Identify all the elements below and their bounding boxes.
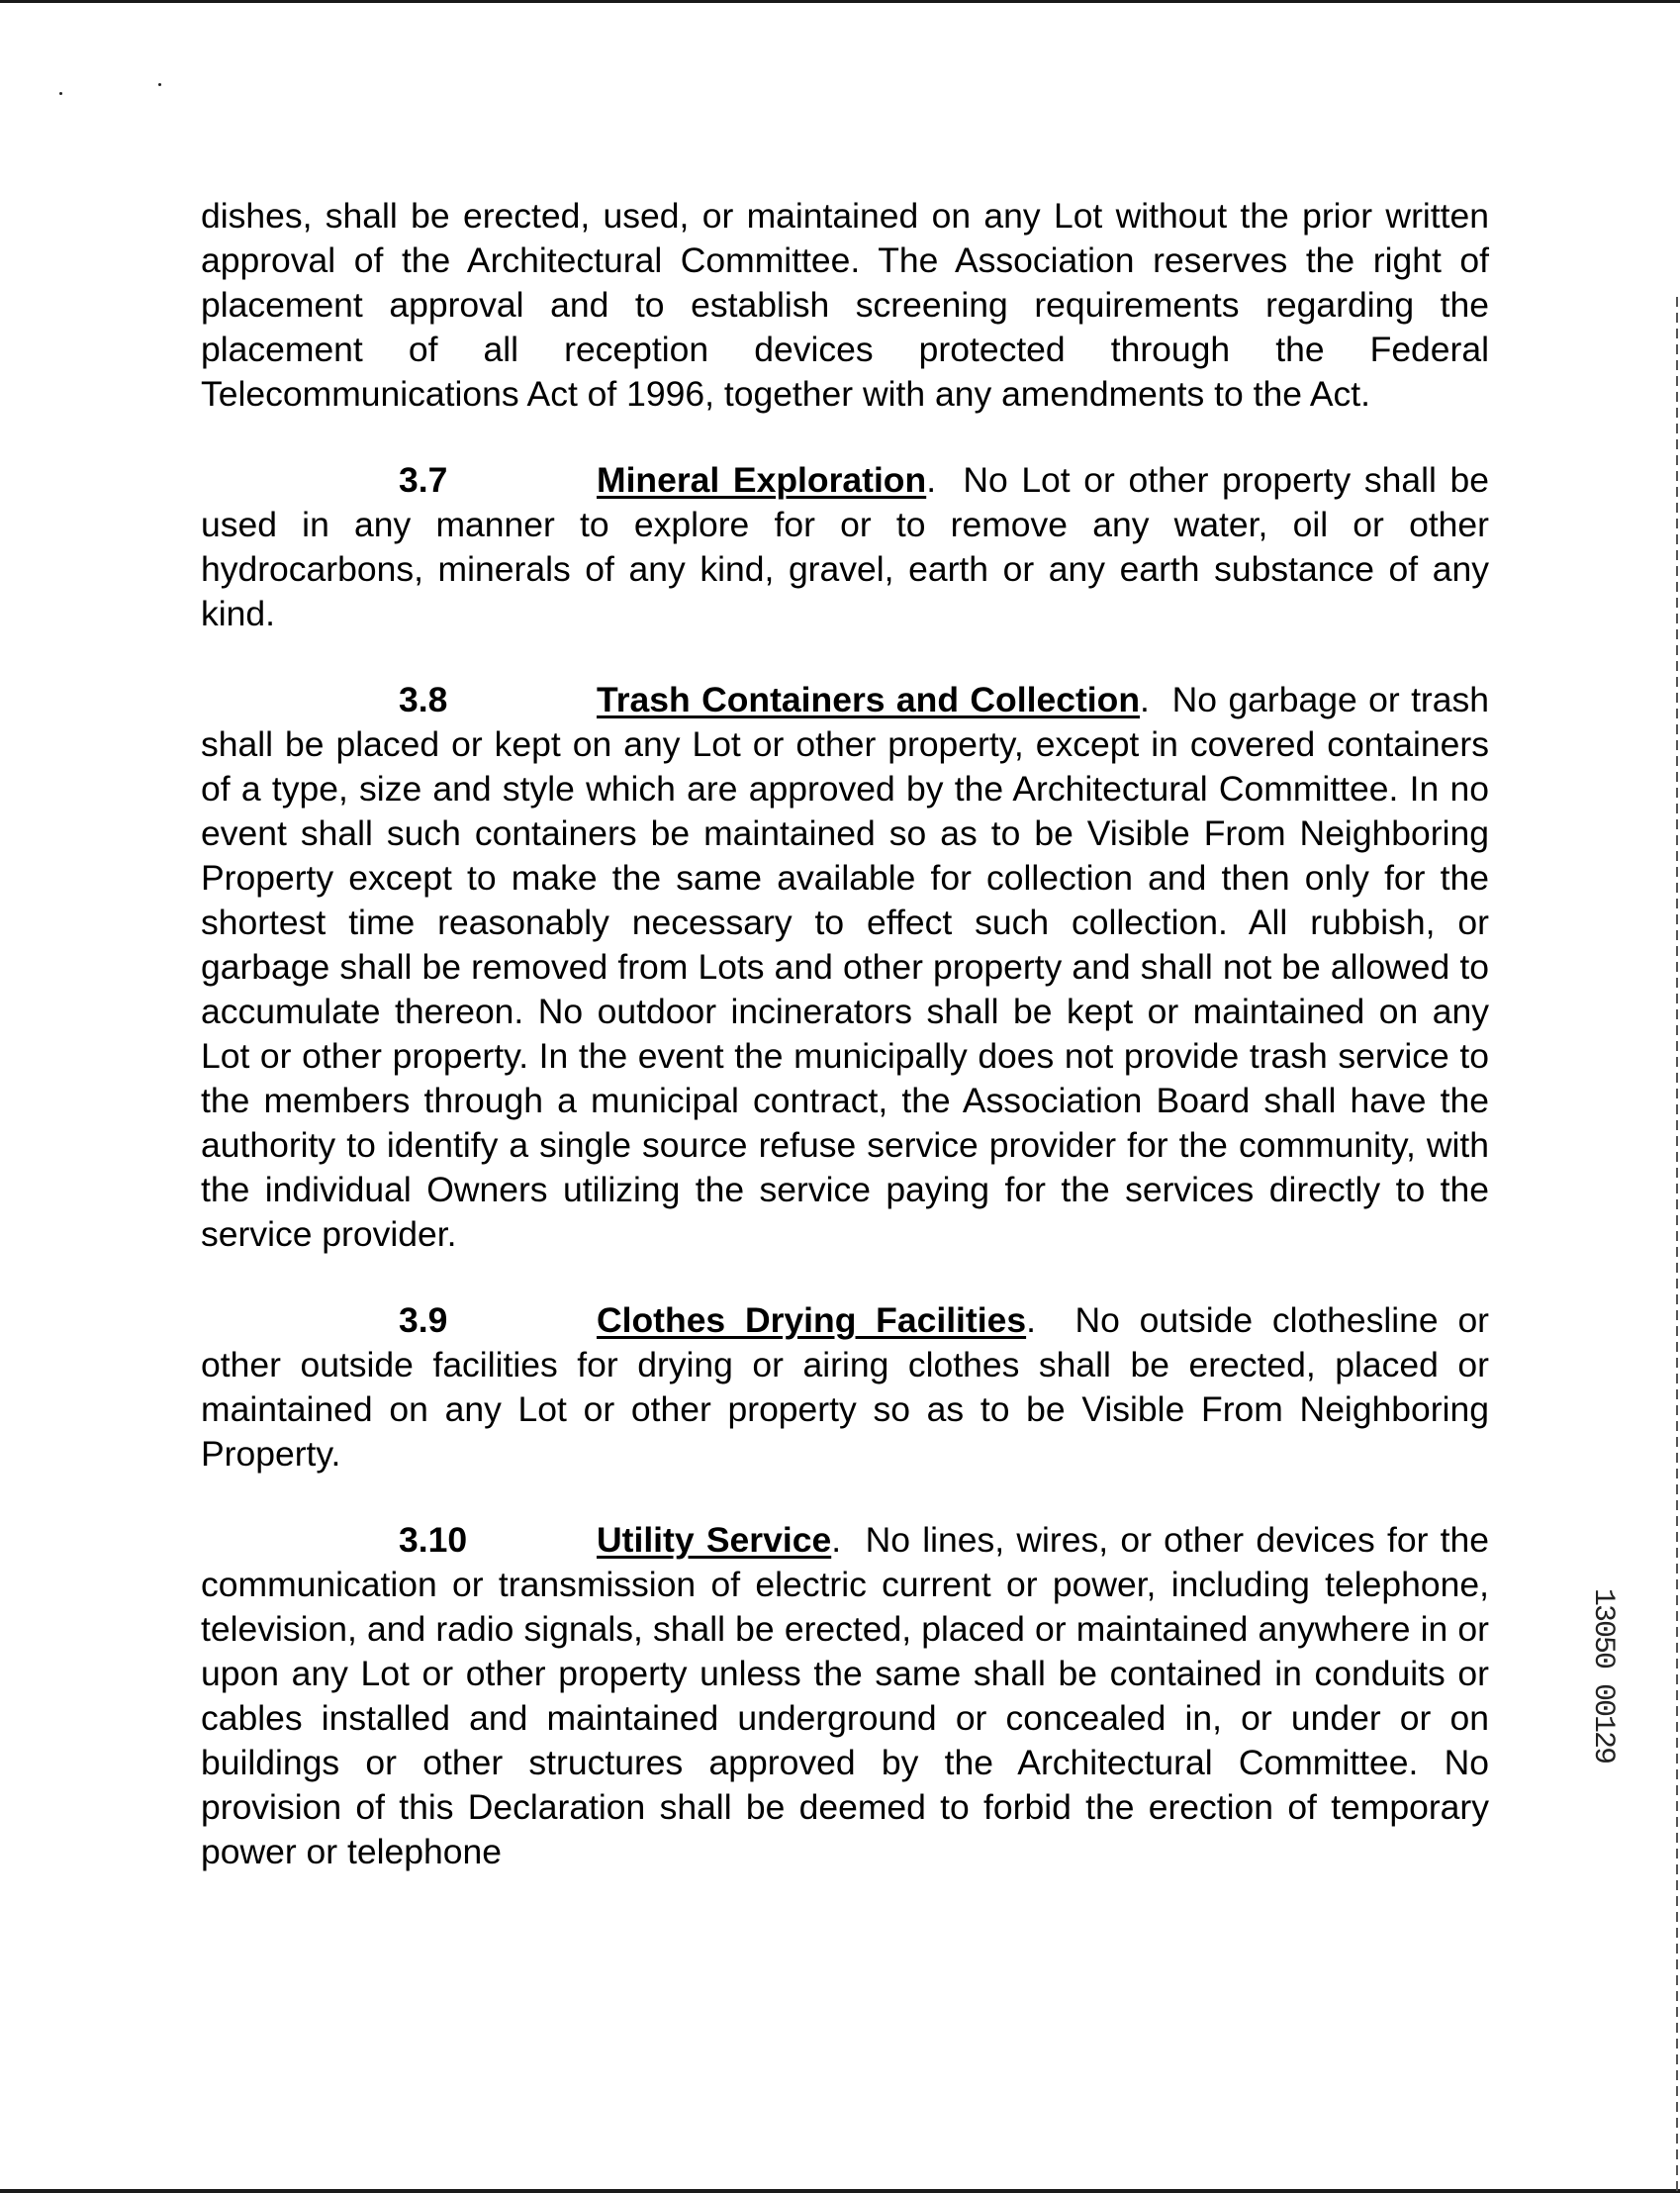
section-number: 3.7 [399,460,448,500]
section-3-9 [201,1298,1489,1477]
section-title: Clothes Drying Facilities [597,1300,1027,1340]
section-3-8 [201,678,1489,1257]
section-3-7 [201,458,1489,636]
scan-speck [158,83,161,86]
section-title: Utility Service [597,1520,832,1560]
section-body: No Lot or other property shall be used in any manner to explore for or to remove any water, oil or other hydrocarbons, minerals of any kind, gravel, earth or any earth substance of any kind. [201,460,1490,633]
section-body: No lines, wires, or other devices for the communication or transmission of electric current or power, including telephone, television, and radio signals, shall be erected, placed or maintained anywhere in or upon any Lot or other property unless the same shall be contained in conduits or cables installed and maintained underground or concealed in, or under or on buildings or other structures approved by the Architectural Committee. No provision of this Declaration shall be deemed to forbid the erection of temporary power or telephone [201,1520,1489,1871]
scan-speck [59,92,62,95]
section-number: 3.10 [399,1520,468,1560]
section-title: Trash Containers and Collection [597,680,1141,719]
document-body [201,194,1489,1916]
scan-border-top [0,0,1680,3]
title-period: . [831,1520,866,1560]
section-number: 3.9 [399,1300,448,1340]
section-3-10 [201,1518,1489,1874]
title-period: . [926,460,964,500]
section-number: 3.8 [399,680,448,719]
title-period: . [1140,680,1172,719]
scan-border-bottom [0,2189,1680,2193]
section-body: No garbage or trash shall be placed or kept on any Lot or other property, except in covered containers of a type, size and style which are approved by the Architectural Committee. In no event shall such containers be maintained so as to be Visible From Neighboring Property except to make the same available for collection and then only for the shortest time reasonably necessary to effect such collection. All rubbish, or garbage shall be removed from Lots and other property and shall not be allowed to accumulate thereon. No outdoor incinerators shall be kept or maintained on any Lot or other property. In the event the municipally does not provide trash service to the members through a municipal contract, the Association Board shall have the authority to identify a single source refuse service provider for the community, with the individual Owners utilizing the service paying for the services directly to the service provider. [201,680,1489,1254]
section-body: No outside clothesline or other outside facilities for drying or airing clothes shall be erected, placed or maintained on any Lot or other property so as to be Visible From Neighboring Property. [201,1300,1490,1474]
section-title: Mineral Exploration [597,460,927,500]
intro-paragraph: dishes, shall be erected, used, or maintained on any Lot without the prior written approval of the Architectural Committee. The Association reserves the right of placement approval and to establish screening requirements regarding the placement of all reception devices protected through the Federal Telecommunications Act of 1996, together with any amendments to the Act. [201,196,1489,414]
recording-stamp: 13050 00129 [1586,1588,1620,1764]
scan-border-right [1676,297,1678,2193]
title-period: . [1026,1300,1075,1340]
